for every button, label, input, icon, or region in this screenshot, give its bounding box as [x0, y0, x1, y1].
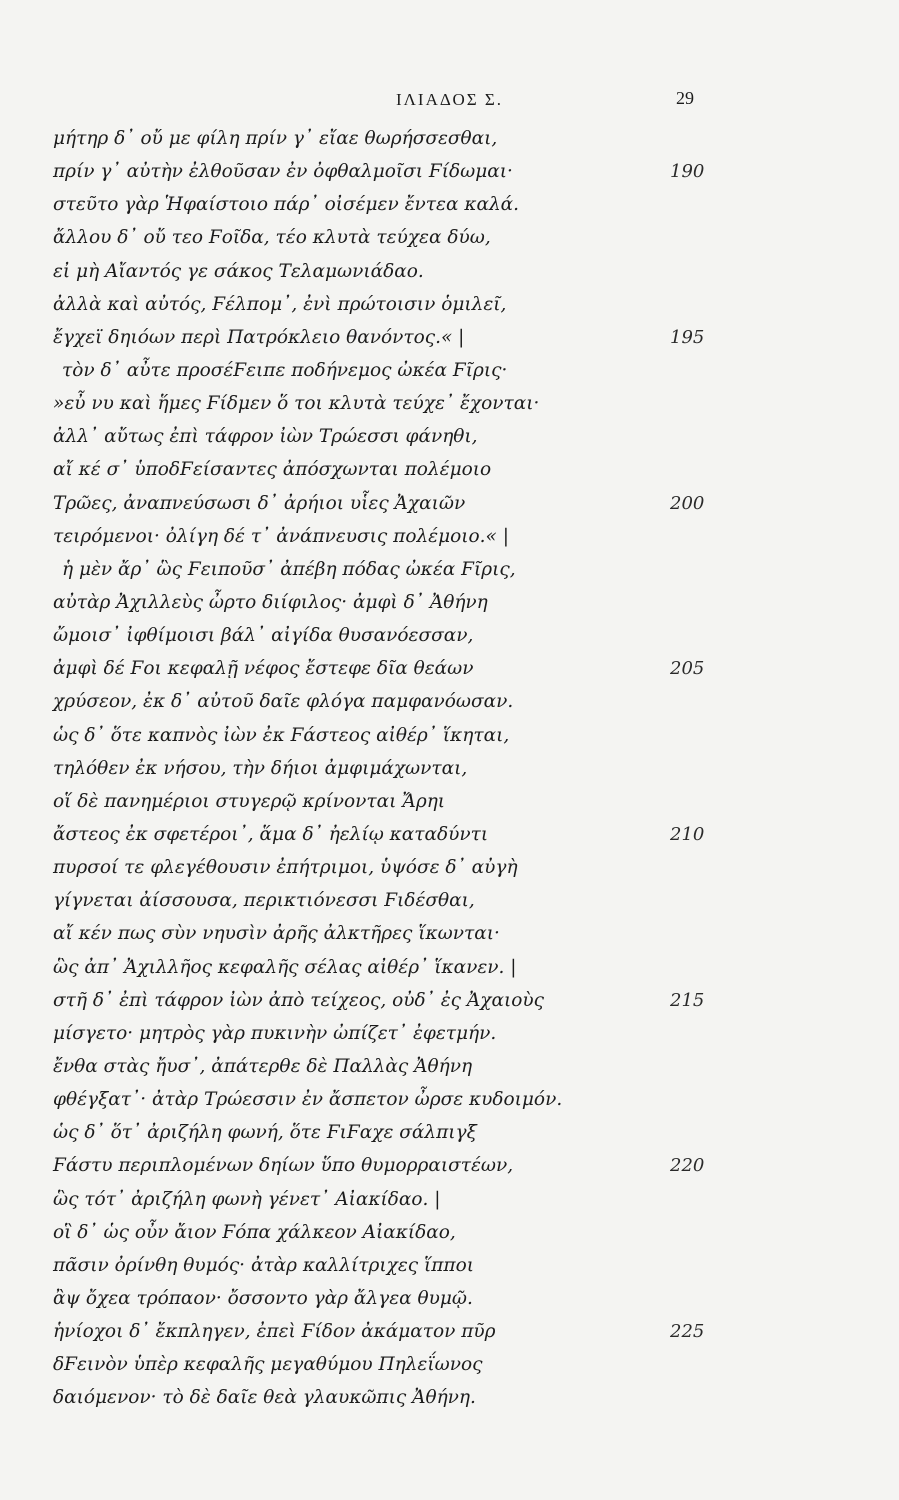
- verse-line: [0, 984, 899, 1017]
- verse-text: γίγνεται ἀίσσουσα, περικτιόνεσσι Ϝιδέσθαι,: [53, 890, 475, 912]
- verse-text: ἔνθα στὰς ἤυσ᾽, ἀπάτερθε δὲ Παλλὰς Ἀθήνη: [53, 1055, 473, 1077]
- verse-text: δϜεινὸν ὑπὲρ κεφαλῆς μεγαθύμου Πηλεΐωνος: [53, 1354, 483, 1376]
- line-number: 200: [670, 492, 705, 514]
- verse-text: πυρσοί τε φλεγέθουσιν ἐπήτριμοι, ὑψόσε δ᾽ αὐγὴ: [53, 857, 518, 879]
- verse-text: δαιόμενον· τὸ δὲ δαῖε θεὰ γλαυκῶπις Ἀθήνη.: [53, 1387, 476, 1409]
- line-number: 210: [670, 823, 705, 845]
- verse-line: [0, 652, 899, 685]
- verse-text: ἄστεος ἐκ σφετέροι᾽, ἅμα δ᾽ ἠελίῳ καταδύντι: [53, 823, 489, 845]
- verse-text: ἂψ ὄχεα τρόπαον· ὄσσοντο γὰρ ἄλγεα θυμῷ.: [53, 1287, 473, 1309]
- verse-line: [0, 917, 899, 950]
- verse-text: στῆ δ᾽ ἐπὶ τάφρον ἰὼν ἀπὸ τείχεος, οὐδ᾽ ἐς Ἀχαιοὺς: [53, 989, 544, 1011]
- verse-text: ἔγχεϊ δηιόων περὶ Πατρόκλειο θανόντος.« |: [53, 326, 465, 348]
- verse-text: ἀλλὰ καὶ αὐτός, Ϝέλπομ᾽, ἐνὶ πρώτοισιν ὁμιλεῖ,: [53, 293, 507, 315]
- verse-text: οἳ δ᾽ ὡς οὖν ἄιον Ϝόπα χάλκεον Αἰακίδαο,: [53, 1221, 456, 1243]
- verse-text: ἄλλου δ᾽ οὔ τεο Ϝοῖδα, τέο κλυτὰ τεύχεα δύω,: [53, 227, 491, 249]
- verse-line: [0, 453, 899, 486]
- verse-line: [0, 851, 899, 884]
- verse-line: [0, 321, 899, 354]
- verse-text: μήτηρ δ᾽ οὔ με φίλη πρίν γ᾽ εἴαε θωρήσσεσθαι,: [53, 128, 498, 149]
- verse-line: [0, 288, 899, 321]
- line-number: 195: [670, 326, 705, 348]
- running-head: ΙΛΙΑΔΟΣ Σ.: [395, 90, 504, 109]
- verse-line: [0, 354, 899, 387]
- verse-text: »εὖ νυ καὶ ἥμες Ϝίδμεν ὅ τοι κλυτὰ τεύχε᾽ ἔχονται·: [53, 393, 540, 415]
- verse-line: [0, 951, 899, 984]
- verse-line: [0, 818, 899, 851]
- verse-text: Τρῶες, ἀναπνεύσωσι δ᾽ ἀρήιοι υἷες Ἀχαιῶν: [53, 492, 466, 514]
- verse-line: [0, 487, 899, 520]
- verse-text: τειρόμενοι· ὀλίγη δέ τ᾽ ἀνάπνευσις πολέμοιο.« |: [53, 525, 509, 547]
- verse-line: [0, 520, 899, 553]
- verse-text: πᾶσιν ὀρίνθη θυμός· ἀτὰρ καλλίτριχες ἵπποι: [53, 1254, 474, 1276]
- verse-line: [0, 1216, 899, 1249]
- verse-line: [0, 619, 899, 652]
- verse-text: μίσγετο· μητρὸς γὰρ πυκινὴν ὠπίζετ᾽ ἐφετμήν.: [53, 1022, 497, 1044]
- verse-line: [0, 719, 899, 752]
- verse-text: τηλόθεν ἐκ νήσου, τὴν δήιοι ἀμφιμάχωνται,: [53, 757, 468, 779]
- verse-text: ὡς δ᾽ ὅτ᾽ ἀριζήλη φωνή, ὅτε ϜιϜαχε σάλπιγξ: [53, 1122, 477, 1144]
- verse-text: στεῦτο γὰρ Ἡφαίστοιο πάρ᾽ οἰσέμεν ἔντεα καλά.: [53, 194, 520, 216]
- verse-line: [0, 1083, 899, 1116]
- line-number: 190: [670, 161, 705, 183]
- verse-text: οἵ δὲ πανημέριοι στυγερῷ κρίνονται Ἄρηι: [53, 790, 446, 812]
- verse-line: [0, 1348, 899, 1381]
- verse-line: [0, 122, 899, 155]
- verse-text: τὸν δ᾽ αὖτε προσέϜειπε ποδήνεμος ὠκέα Ϝῖρις·: [62, 359, 508, 381]
- verse-line: [0, 1282, 899, 1315]
- verse-line: [0, 1116, 899, 1149]
- verse-line: [0, 785, 899, 818]
- verse-line: [0, 188, 899, 221]
- verse-text: εἰ μὴ Αἴαντός γε σάκος Τελαμωνιάδαο.: [53, 260, 424, 282]
- page-number: 29: [676, 88, 694, 108]
- verse-text: Ϝάστυ περιπλομένων δηίων ὕπο θυμορραιστέων,: [53, 1155, 514, 1177]
- verse-line: [0, 586, 899, 619]
- verse-line: [0, 155, 899, 188]
- verse-text: ἡ μὲν ἄρ᾽ ὣς Ϝειποῦσ᾽ ἀπέβη πόδας ὠκέα Ϝῖρις,: [62, 558, 516, 580]
- verse-line: [0, 255, 899, 288]
- verse-line: [0, 884, 899, 917]
- line-number: 225: [670, 1321, 705, 1343]
- verse-text: ἀλλ᾽ αὔτως ἐπὶ τάφρον ἰὼν Τρώεσσι φάνηθι,: [53, 426, 478, 448]
- verse-line: [0, 1381, 899, 1414]
- verse-line: [0, 1017, 899, 1050]
- line-number: 215: [670, 989, 705, 1011]
- verse-text: ἡνίοχοι δ᾽ ἔκπληγεν, ἐπεὶ Ϝίδον ἀκάματον πῦρ: [53, 1321, 496, 1343]
- verse-line: [0, 420, 899, 453]
- verse-line: [0, 752, 899, 785]
- verse-text: φθέγξατ᾽· ἀτὰρ Τρώεσσιν ἐν ἄσπετον ὦρσε κυδοιμόν.: [53, 1089, 563, 1111]
- verse-line: [0, 221, 899, 254]
- verse-line: [0, 553, 899, 586]
- verse-line: [0, 1315, 899, 1348]
- verse-text: ὣς ἀπ᾽ Ἀχιλλῆος κεφαλῆς σέλας αἰθέρ᾽ ἵκανεν. |: [53, 956, 517, 978]
- verse-text: ὤμοισ᾽ ἰφθίμοισι βάλ᾽ αἰγίδα θυσανόεσσαν,: [53, 625, 474, 647]
- verse-block: [0, 122, 899, 1414]
- verse-text: ἀμφὶ δέ Ϝοι κεφαλῇ νέφος ἔστεφε δῖα θεάων: [53, 658, 474, 680]
- verse-line: [0, 387, 899, 420]
- verse-text: αἴ κέν πως σὺν νηυσὶν ἀρῆς ἀλκτῆρες ἵκωνται·: [53, 923, 500, 945]
- verse-text: χρύσεον, ἐκ δ᾽ αὐτοῦ δαῖε φλόγα παμφανόωσαν.: [53, 691, 514, 713]
- verse-text: αὐτὰρ Ἀχιλλεὺς ὦρτο διίφιλος· ἀμφὶ δ᾽ Ἀθήνη: [53, 591, 488, 613]
- verse-line: [0, 1149, 899, 1182]
- verse-line: [0, 1050, 899, 1083]
- verse-text: πρίν γ᾽ αὐτὴν ἐλθοῦσαν ἐν ὀφθαλμοῖσι Ϝίδωμαι·: [53, 161, 513, 183]
- verse-line: [0, 1249, 899, 1282]
- line-number: 205: [670, 658, 705, 680]
- verse-text: αἴ κέ σ᾽ ὑποδϜείσαντες ἀπόσχωνται πολέμοιο: [53, 459, 492, 481]
- verse-text: ὡς δ᾽ ὅτε καπνὸς ἰὼν ἐκ Ϝάστεος αἰθέρ᾽ ἵκηται,: [53, 724, 510, 746]
- line-number: 220: [670, 1155, 705, 1177]
- verse-line: [0, 685, 899, 718]
- verse-line: [0, 1183, 899, 1216]
- verse-text: ὣς τότ᾽ ἀριζήλη φωνὴ γένετ᾽ Αἰακίδαο. |: [53, 1188, 441, 1210]
